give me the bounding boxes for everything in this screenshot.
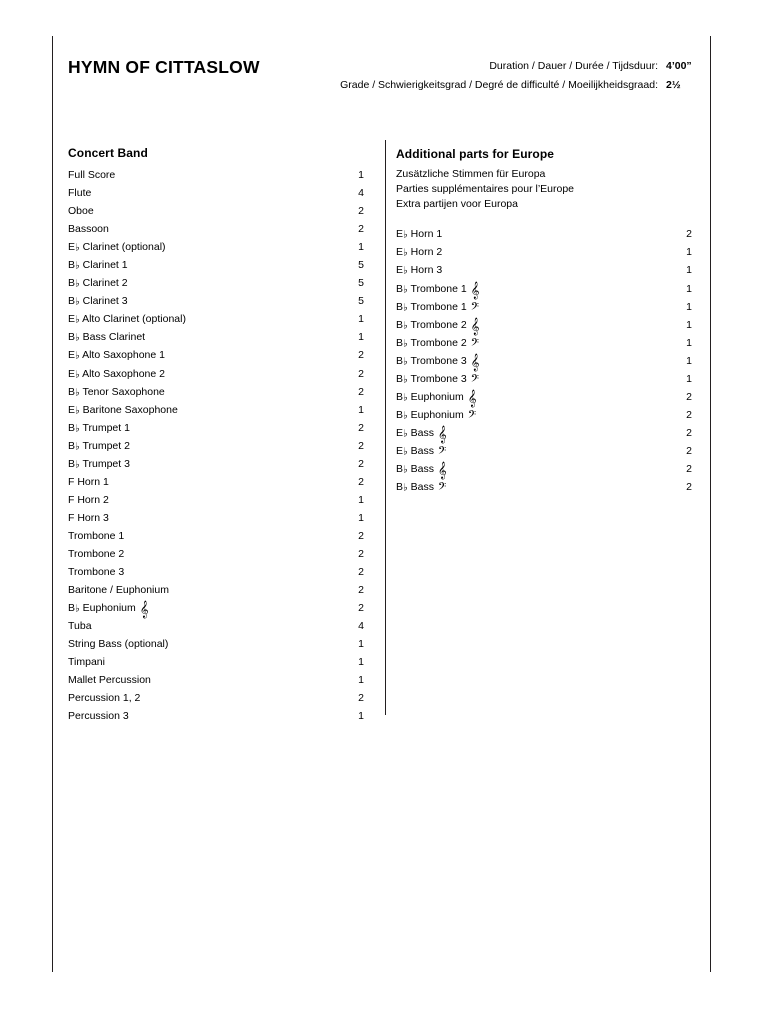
instrument-name: B♭ Trumpet 3 (68, 457, 130, 471)
instrument-name: Trombone 2 (68, 547, 125, 560)
instrument-quantity: 1 (358, 656, 364, 669)
instrument-quantity: 2 (358, 223, 364, 236)
instrument-quantity: 2 (686, 444, 692, 457)
concert-band-heading: Concert Band (68, 146, 148, 160)
instrument-name: B♭ Euphonium 𝄢 (396, 408, 477, 424)
duration-label: Duration / Dauer / Durée / Tijdsduur: (489, 60, 658, 72)
instrument-name: Tuba (68, 620, 92, 633)
instrument-name: B♭ Euphonium 𝄞 (396, 388, 477, 407)
instrument-quantity: 2 (358, 547, 364, 560)
instrument-row (68, 220, 368, 238)
instrument-row (396, 261, 696, 279)
instrument-row (68, 545, 368, 563)
grade-value: 2½ (666, 79, 681, 91)
instrument-name: E♭ Horn 2 (396, 246, 443, 259)
instrument-row (396, 334, 696, 352)
instrument-quantity: 2 (358, 584, 364, 597)
header-meta (340, 57, 710, 95)
instrument-name: B♭ Trombone 3 𝄢 (396, 372, 479, 388)
list-spacer (396, 211, 696, 225)
instrument-quantity: 4 (358, 187, 364, 200)
additional-parts-subheading-fr: Parties supplémentaires pour l’Europe (396, 182, 575, 195)
instrument-row (68, 563, 368, 581)
concert-band-list (68, 166, 368, 725)
instrument-name: Oboe (68, 205, 94, 218)
instrument-row (396, 388, 696, 406)
instrument-row (396, 460, 696, 478)
instrument-name: Trombone 1 (68, 529, 125, 542)
instrument-name: B♭ Clarinet 3 (68, 295, 128, 308)
right-vertical-rule (710, 36, 711, 972)
instrument-name: B♭ Trumpet 1 (68, 421, 130, 435)
instrument-name: E♭ Horn 3 (396, 264, 443, 277)
instrument-row (68, 653, 368, 671)
instrument-row (396, 225, 696, 243)
instrument-quantity: 2 (686, 228, 692, 241)
instrument-name: B♭ Bass 𝄢 (396, 481, 447, 497)
additional-parts-subheading-nl: Extra partijen voor Europa (396, 197, 518, 210)
instrument-name: E♭ Alto Clarinet (optional) (68, 313, 186, 326)
instrument-name: F Horn 1 (68, 475, 109, 488)
left-vertical-rule (52, 36, 53, 972)
instrument-row (68, 689, 368, 707)
instrument-row (68, 365, 368, 383)
additional-parts-subheading-de: Zusätzliche Stimmen für Europa (396, 168, 546, 180)
instrument-name: Timpani (68, 656, 105, 669)
instrument-quantity: 2 (686, 426, 692, 439)
instrument-name: Mallet Percussion (68, 674, 151, 687)
instrument-name: B♭ Clarinet 1 (68, 259, 128, 272)
instrument-quantity: 1 (686, 372, 692, 385)
instrument-name: E♭ Alto Saxophone 2 (68, 367, 165, 381)
instrument-quantity: 1 (686, 354, 692, 367)
instrument-name: B♭ Bass Clarinet (68, 331, 146, 344)
instrument-row (68, 238, 368, 256)
instrument-quantity: 4 (358, 620, 364, 633)
instrument-row (68, 509, 368, 527)
instrument-row (396, 352, 696, 370)
instrument-quantity: 2 (358, 367, 364, 380)
instrument-quantity: 1 (686, 318, 692, 331)
instrument-quantity: 2 (686, 390, 692, 403)
instrument-quantity: 2 (686, 408, 692, 421)
instrument-name: B♭ Trombone 1 𝄞 (396, 280, 480, 299)
instrument-row (396, 442, 696, 460)
instrument-quantity: 5 (358, 259, 364, 272)
instrument-quantity: 1 (686, 264, 692, 277)
instrument-row (68, 256, 368, 274)
instrument-name: B♭ Trombone 2 𝄞 (396, 316, 480, 335)
instrument-name: E♭ Bass 𝄢 (396, 444, 447, 460)
instrument-quantity: 2 (358, 475, 364, 488)
instrument-row (68, 202, 368, 220)
instrument-quantity: 2 (358, 421, 364, 434)
concert-band-column (68, 146, 368, 725)
instrument-row (68, 527, 368, 545)
instrument-row (68, 617, 368, 635)
instrument-quantity: 1 (686, 282, 692, 295)
instrument-quantity: 1 (686, 336, 692, 349)
additional-parts-list (396, 225, 696, 496)
instrument-row (68, 437, 368, 455)
instrument-name: E♭ Horn 1 (396, 228, 443, 241)
instrument-row (68, 401, 368, 419)
instrument-row (68, 328, 368, 346)
instrument-name: Flute (68, 187, 92, 200)
instrument-quantity: 1 (686, 300, 692, 313)
instrument-name: Trombone 3 (68, 566, 125, 579)
instrument-row (68, 473, 368, 491)
instrument-name: String Bass (optional) (68, 638, 169, 651)
instrument-quantity: 2 (358, 205, 364, 218)
instrument-quantity: 1 (358, 403, 364, 416)
instrument-quantity: 2 (358, 439, 364, 452)
instrument-name: Baritone / Euphonium (68, 584, 169, 597)
duration-row (340, 57, 710, 76)
instrument-name: E♭ Clarinet (optional) (68, 241, 166, 254)
instrument-row (68, 635, 368, 653)
instrument-quantity: 1 (358, 511, 364, 524)
instrument-quantity: 5 (358, 295, 364, 308)
instrument-row (396, 316, 696, 334)
grade-row (340, 76, 710, 95)
grade-label: Grade / Schwierigkeitsgrad / Degré de difficulté / Moeilijkheidsgraad: (340, 79, 658, 91)
instrument-name: E♭ Alto Saxophone 1 (68, 349, 165, 362)
instrument-name: E♭ Bass 𝄞 (396, 424, 447, 443)
instrument-name: B♭ Clarinet 2 (68, 277, 128, 290)
instrument-name: B♭ Euphonium 𝄞 (68, 600, 149, 619)
instrument-name: Full Score (68, 169, 116, 181)
instrument-name: Percussion 1, 2 (68, 692, 141, 705)
instrument-row (68, 455, 368, 473)
instrument-row (396, 424, 696, 442)
additional-parts-heading: Additional parts for Europe (396, 147, 555, 161)
instrument-quantity: 2 (358, 602, 364, 615)
instrument-row (68, 491, 368, 509)
instrument-name: Bassoon (68, 223, 109, 236)
instrument-row (68, 166, 368, 184)
instrument-quantity: 2 (686, 481, 692, 494)
instrument-quantity: 5 (358, 277, 364, 290)
instrument-quantity: 1 (358, 169, 364, 181)
instrument-quantity: 1 (358, 241, 364, 254)
instrument-quantity: 2 (358, 349, 364, 362)
instrument-row (68, 581, 368, 599)
instrument-quantity: 1 (358, 493, 364, 506)
instrument-name: B♭ Trombone 3 𝄞 (396, 352, 480, 371)
instrument-name: B♭ Trombone 1 𝄢 (396, 300, 479, 316)
instrument-quantity: 1 (358, 674, 364, 687)
instrument-row (396, 406, 696, 424)
instrument-row (396, 243, 696, 261)
instrument-quantity: 2 (358, 566, 364, 579)
instrument-row (68, 383, 368, 401)
page-title: HYMN OF CITTASLOW (68, 57, 260, 77)
instrument-name: F Horn 3 (68, 511, 109, 524)
column-divider-rule (385, 140, 386, 715)
additional-parts-column (396, 147, 696, 496)
instrument-quantity: 2 (358, 692, 364, 705)
instrument-row (396, 478, 696, 496)
instrument-quantity: 1 (358, 331, 364, 344)
instrument-quantity: 1 (358, 313, 364, 326)
instrument-row (68, 346, 368, 364)
instrument-row (68, 292, 368, 310)
instrument-name: F Horn 2 (68, 493, 109, 506)
instrument-row (68, 274, 368, 292)
duration-value: 4’00” (666, 60, 692, 72)
instrument-name: Percussion 3 (68, 710, 129, 723)
instrument-row (68, 671, 368, 689)
instrument-quantity: 2 (358, 529, 364, 542)
instrument-quantity: 1 (358, 638, 364, 651)
instrument-name: B♭ Trombone 2 𝄢 (396, 336, 479, 352)
instrument-quantity: 1 (686, 246, 692, 259)
instrument-quantity: 2 (358, 385, 364, 398)
instrument-row (68, 707, 368, 725)
instrument-name: B♭ Bass 𝄞 (396, 461, 447, 479)
instrument-name: B♭ Tenor Saxophone (68, 385, 165, 399)
instrument-row (396, 370, 696, 388)
instrument-row (68, 599, 368, 617)
instrument-quantity: 2 (686, 463, 692, 475)
instrument-row (396, 298, 696, 316)
instrument-quantity: 1 (358, 710, 364, 723)
instrument-name: E♭ Baritone Saxophone (68, 403, 178, 417)
instrument-row (68, 419, 368, 437)
instrument-row (68, 184, 368, 202)
instrument-row (68, 310, 368, 328)
instrument-name: B♭ Trumpet 2 (68, 439, 130, 453)
instrument-row (396, 280, 696, 298)
instrument-quantity: 2 (358, 457, 364, 470)
